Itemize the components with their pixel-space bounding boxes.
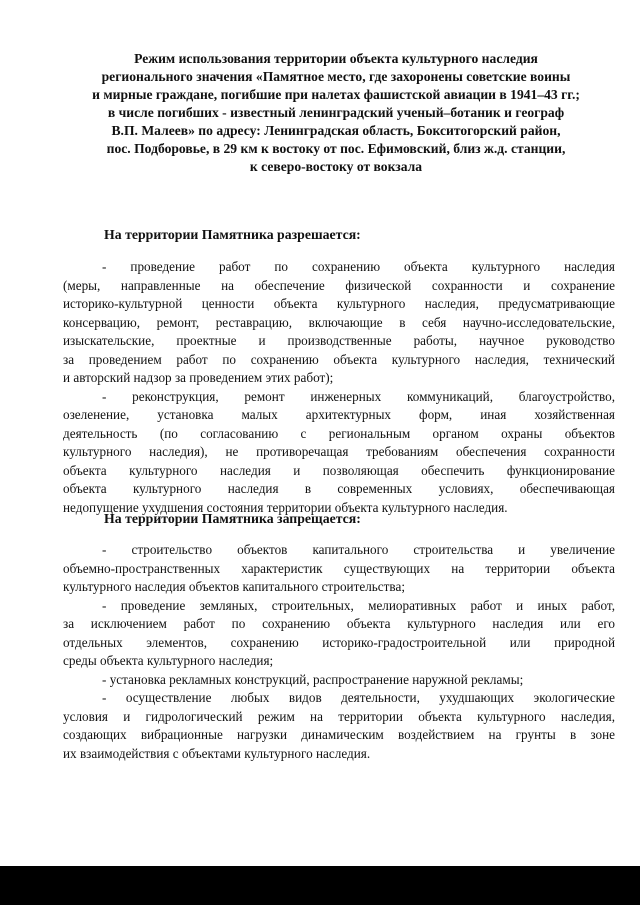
paragraph-line: создающих вибрационные нагрузки динамическим воздействием на грунты в зоне (63, 727, 615, 742)
allowed-item-1 (63, 258, 615, 388)
paragraph-line: среды объекта культурного наследия; (63, 653, 274, 668)
paragraph-line: деятельность (по согласованию с региональным органом охраны объектов (63, 425, 615, 441)
paragraph-line: объекта культурного наследия и позволяющая обеспечить функционирование (63, 462, 615, 478)
prohibited-item-2 (63, 597, 615, 671)
paragraph-line: (меры, направленные на обеспечение физической сохранности и сохранение (63, 277, 615, 293)
title-line: и мирные граждане, погибшие при налетах фашистской авиации в 1941–43 гг.; (92, 87, 580, 102)
title-line: пос. Подборовье, в 29 км к востоку от пос. Ефимовский, близ ж.д. станции, (106, 141, 566, 156)
paragraph-line: - установка рекламных конструкций, распространение наружной рекламы; (102, 671, 524, 687)
paragraph-line: культурного наследия), не противоречащая требованиям обеспечения сохранности (63, 444, 615, 459)
title-line: Режим использования территории объекта культурного наследия (134, 51, 538, 66)
allowed-item-2 (63, 388, 615, 518)
allowed-section (63, 258, 615, 517)
paragraph-line: условия и гидрологический режим на территории объекта культурного наследия, (63, 708, 615, 724)
paragraph-line: консервацию, ремонт, реставрацию, включающие в себя научно-исследовательские, (63, 314, 615, 330)
prohibited-heading: На территории Памятника запрещается: (104, 511, 361, 526)
prohibited-section (63, 541, 615, 763)
paragraph-line: отдельных элементов, сохранению историко-градостроительной или природной (63, 634, 615, 650)
paragraph-line: историко-культурной ценности объекта культурного наследия, предусматривающие (63, 296, 615, 311)
paragraph-line: за исключением работ по сохранению объекта культурного наследия или его (63, 616, 615, 631)
paragraph-line: - реконструкция, ремонт инженерных коммуникаций, благоустройство, (102, 388, 615, 404)
scan-bottom-border (0, 866, 640, 905)
document-title (50, 50, 622, 176)
paragraph-line: за проведением работ по сохранению объекта культурного наследия, технический (63, 351, 615, 367)
title-line: в числе погибших - известный ленинградский ученый–ботаник и географ (107, 105, 565, 120)
prohibited-item-4 (63, 689, 615, 763)
paragraph-line: - проведение земляных, строительных, мелиоративных работ и иных работ, (102, 597, 615, 613)
paragraph-line: их взаимодействия с объектами культурного наследия. (63, 745, 371, 761)
paragraph-line: недопущение ухудшения состояния территории объекта культурного наследия. (63, 499, 508, 515)
paragraph-line: озеленение, установка малых архитектурных форм, иная хозяйственная (63, 407, 615, 422)
paragraph-line: и авторский надзор за проведением этих работ); (63, 370, 334, 385)
title-line: В.П. Малеев» по адресу: Ленинградская область, Бокситогорский район, (111, 123, 561, 138)
paragraph-line: изыскательские, проектные и производственные работы, научное руководство (63, 333, 615, 348)
paragraph-line: объекта культурного наследия в современных условиях, обеспечивающая (63, 481, 615, 496)
title-line: регионального значения «Памятное место, где захоронены советские воины (101, 69, 571, 84)
prohibited-item-1 (63, 541, 615, 597)
paragraph-line: - осуществление любых видов деятельности, ухудшающих экологические (102, 690, 615, 705)
paragraph-line: объемно-пространственных характеристик существующих на территории объекта (63, 560, 615, 576)
paragraph-line: - проведение работ по сохранению объекта культурного наследия (102, 259, 615, 274)
allowed-heading: На территории Памятника разрешается: (104, 227, 361, 242)
prohibited-item-3 (63, 671, 615, 690)
paragraph-line: - строительство объектов капитального строительства и увеличение (102, 542, 615, 557)
paragraph-line: культурного наследия объектов капитального строительства; (63, 579, 405, 594)
title-line: к северо-востоку от вокзала (249, 159, 423, 174)
